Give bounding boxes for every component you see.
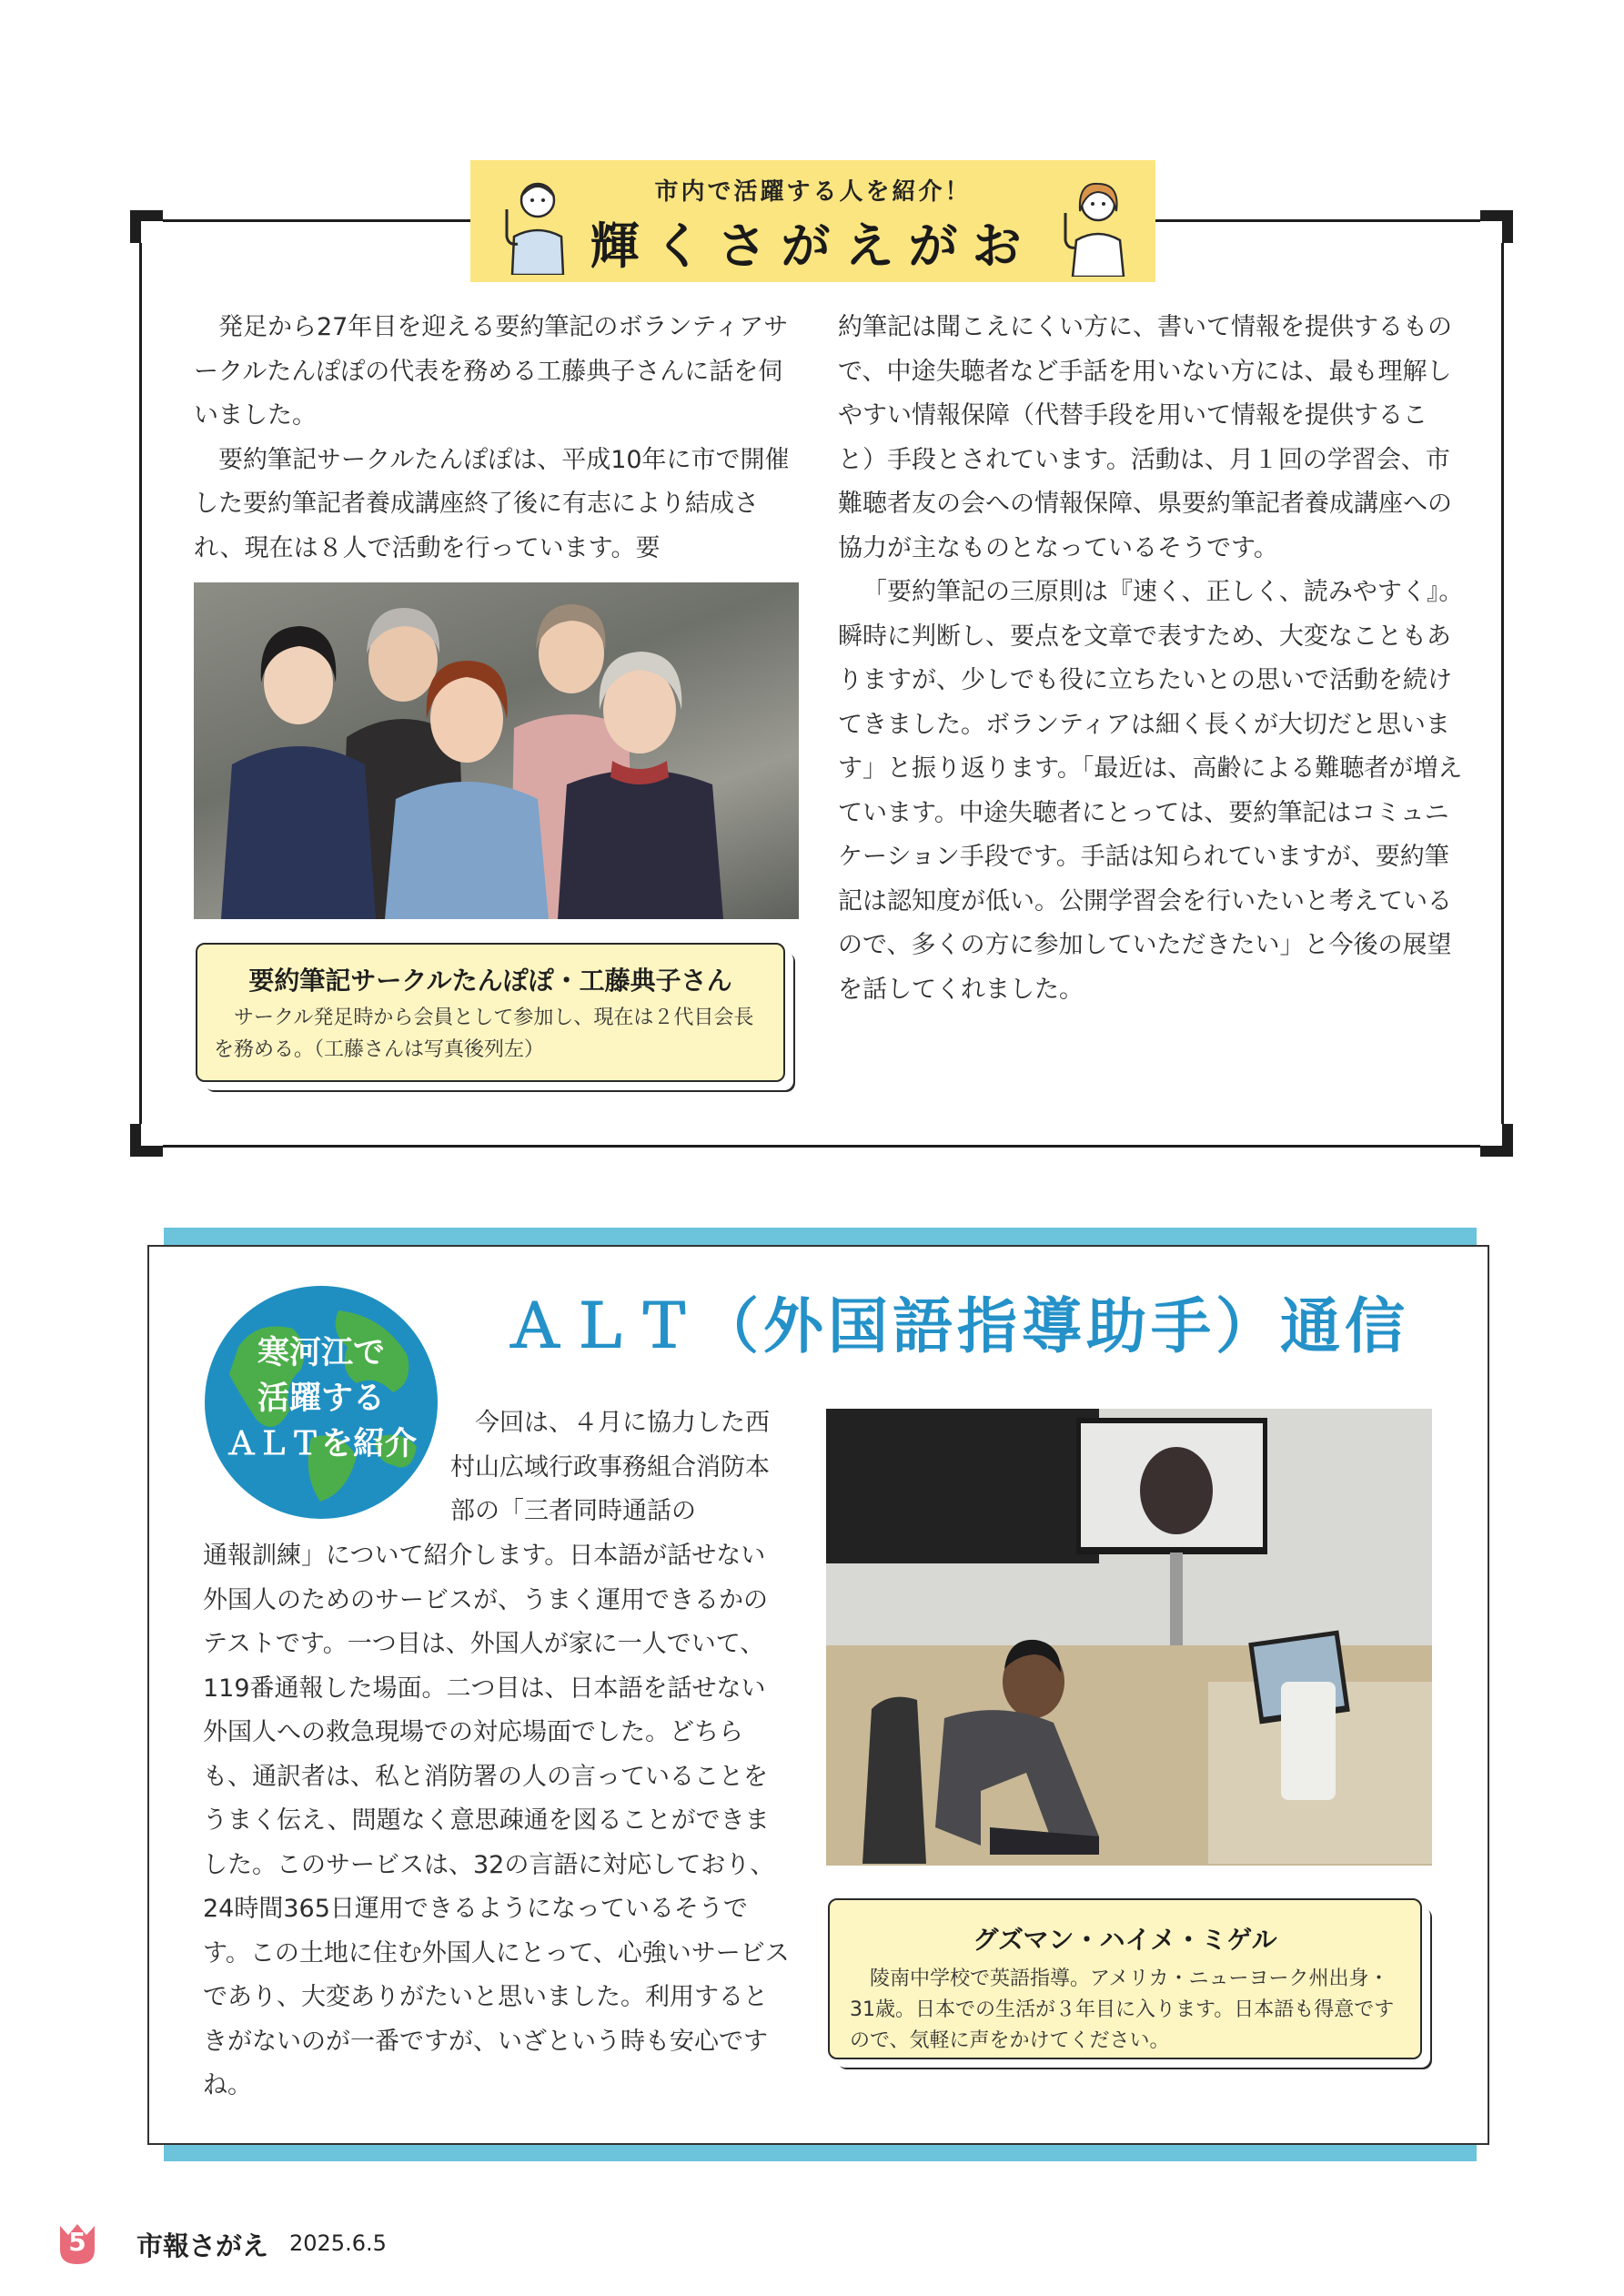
article-column-left	[194, 306, 802, 571]
group-photo	[194, 582, 799, 919]
banner-title: 輝くさがえがお	[590, 217, 1036, 275]
alt-section-title: ＡＬＴ（外国語指導助手）通信	[505, 1291, 1409, 1361]
alt-caption-box	[828, 1898, 1422, 2059]
article-paragraph: 約筆記は聞こえにくい方に、書いて情報を提供するもので、中途失聴者など手話を用いない方には、最も理解しやすい情報保障（代替手段を用いて情報を提供すること）手段とされています。活動は、月１回の学習会、市難聴者友の会への情報保障、県要約筆記者養成講座への協力が主なものとなっているそうです。	[838, 313, 1452, 562]
woman-pointing-icon	[1060, 175, 1133, 277]
article-paragraph: 今回は、４月に協力した西村山広域行政事務組合消防本部の「三者同時通話の	[450, 1409, 770, 1525]
caption-title: 要約筆記サークルたんぽぽ・工藤典子さん	[248, 966, 732, 996]
article-paragraph: 「要約筆記の三原則は『速く、正しく、読みやすく』。瞬時に判断し、要点を文章で表すため、大変なこともありますが、少しでも役に立ちたいとの思いで活動を続けてきました。ボランティアは細く長くが大切だと思います」と振り返ります。「最近は、高齢による難聴者が増えています。中途失聴者にとっては、要約筆記はコミュニケーション手段です。手話は知られていますが、要約筆記は認知度が低い。公開学習会を行いたいと考えているので、多くの方に参加していただきたい」と今後の展望を話してくれました。	[838, 578, 1464, 1004]
publication-name: 市報さがえ	[136, 2230, 269, 2261]
article-paragraph: 要約筆記サークルたんぽぽは、平成10年に市で開催した要約筆記者養成講座終了後に有志により結成され、現在は８人で活動を行っています。要	[194, 445, 790, 562]
man-pointing-icon	[499, 173, 572, 275]
globe-label-line: 活躍する	[257, 1381, 385, 1417]
frame-corner	[1480, 1124, 1513, 1157]
frame-corner	[130, 210, 163, 243]
alt-article-body	[203, 1534, 790, 2109]
article-column-right	[838, 306, 1464, 1012]
globe-label-line: ＡＬＴを紹介	[225, 1426, 417, 1462]
alt-photo	[826, 1409, 1432, 1866]
section-banner	[470, 160, 1155, 282]
caption-body: サークル発足時から会員として参加し、現在は２代目会長を務める。（工藤さんは写真後列左）	[214, 1006, 754, 1061]
publication-date: 2025.6.5	[289, 2230, 387, 2256]
frame-corner	[130, 1124, 163, 1157]
article-paragraph: 通報訓練」について紹介します。日本語が話せない外国人のためのサービスが、うまく運用できるかのテストです。一つ目は、外国人が家に一人でいて、119番通報した場面。二つ目は、日本語を話せない外国人への救急現場での対応場面でした。どちらも、通訳者は、私と消防署の人の言っていることをうまく伝え、問題なく意思疎通を図ることができました。このサービスは、32の言語に対応しており、24時間365日運用できるようになっているそうです。この土地に住む外国人にとって、心強いサービスであり、大変ありがたいと思いました。利用するときがないのが一番ですが、いざという時も安心ですね。	[203, 1542, 790, 2099]
page-number: 5	[68, 2227, 86, 2257]
banner-subtitle: 市内で活躍する人を紹介！	[654, 178, 972, 206]
alt-article-lead	[450, 1401, 790, 1534]
frame-corner	[1480, 210, 1513, 243]
article-paragraph: 発足から27年目を迎える要約筆記のボランティアサークルたんぽぽの代表を務める工藤典子さんに話を伺いました。	[194, 313, 789, 430]
caption-body: 陵南中学校で英語指導。アメリカ・ニューヨーク州出身・31歳。日本での生活が３年目に入ります。日本語も得意ですので、気軽に声をかけてください。	[850, 1967, 1395, 2052]
photo-caption-box	[196, 943, 785, 1082]
globe-label-line: 寒河江で	[257, 1335, 385, 1371]
caption-title: グズマン・ハイメ・ミゲル	[973, 1925, 1277, 1955]
globe-label	[202, 1330, 440, 1467]
